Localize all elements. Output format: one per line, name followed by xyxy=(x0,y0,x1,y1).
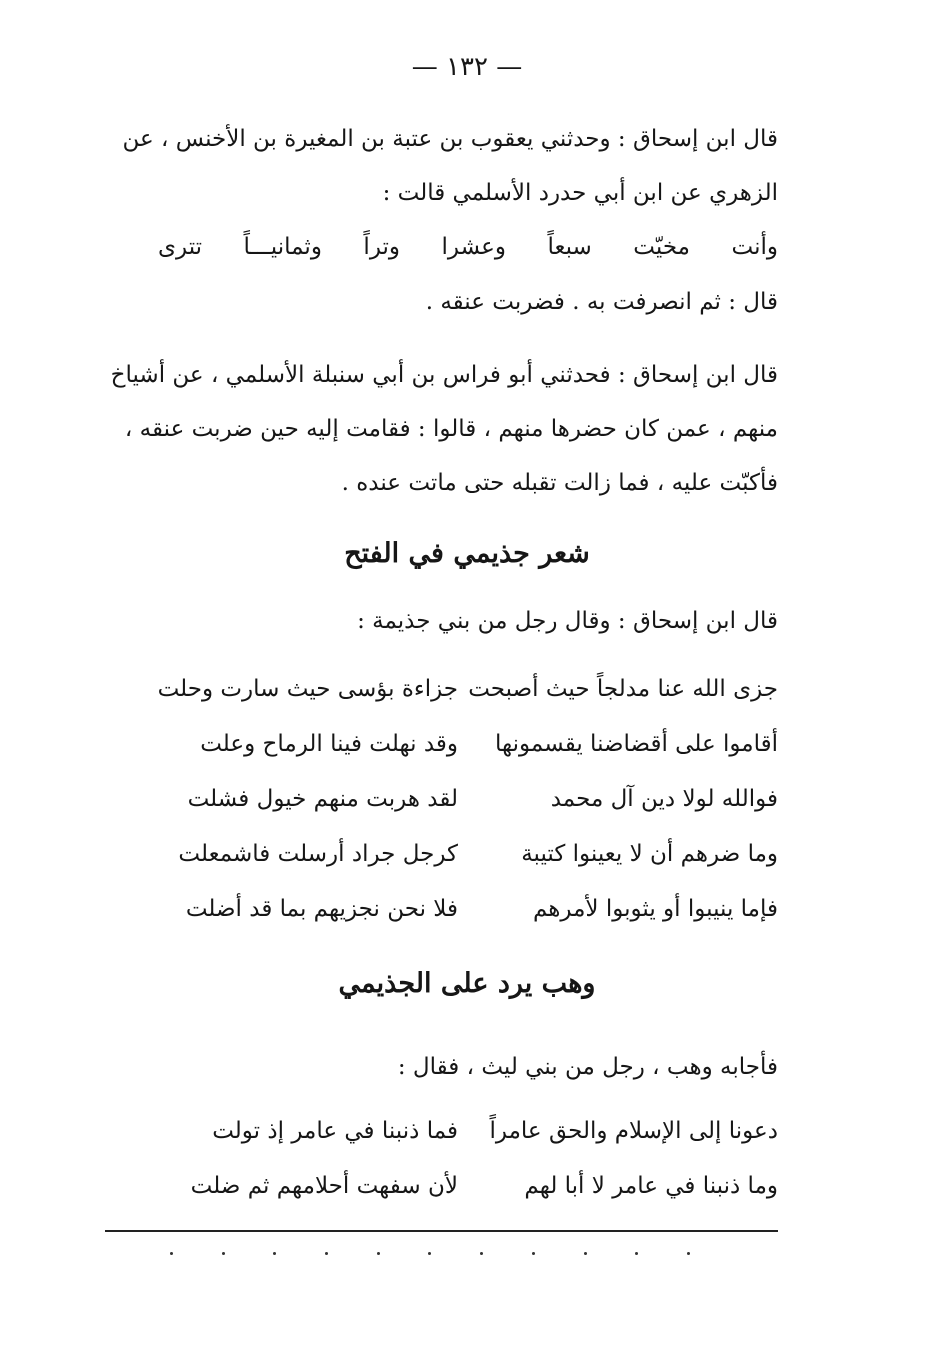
separator-dot xyxy=(480,1252,483,1255)
verse-second-hemistich: فما ذنبنا في عامر إذ تولت xyxy=(212,1118,458,1144)
separator-dot xyxy=(635,1252,638,1255)
paragraph-line: قال : ثم انصرفت به . فضربت عنقه . xyxy=(425,289,778,315)
separator-dot xyxy=(687,1252,690,1255)
separator-dot xyxy=(222,1252,225,1255)
verse-second-hemistich: وقد نهلت فينا الرماح وعلت xyxy=(200,731,458,757)
verse-first-hemistich: وما ذنبنا في عامر لا أبا لهم xyxy=(524,1173,778,1199)
verse-line xyxy=(128,1159,778,1214)
verse-first-hemistich: فوالله لولا دين آل محمد xyxy=(550,786,778,812)
verse-first-hemistich: جزى الله عنا مدلجاً حيث أصبحت xyxy=(468,676,778,702)
separator-dot xyxy=(325,1252,328,1255)
section-heading-jadhimi-poem: شعر جذيمي في الفتح xyxy=(344,538,590,569)
paragraph-line: قال ابن إسحاق : وحدثني يعقوب بن عتبة بن المغيرة بن الأخنس ، عن xyxy=(122,126,778,152)
paragraph-line: منهم ، عمن كان حضرها منهم ، قالوا : فقامت إليه حين ضربت عنقه ، xyxy=(124,416,778,442)
verse-first-hemistich: فإما ينيبوا أو يثوبوا لأمرهم xyxy=(532,896,778,922)
footnote-rule xyxy=(105,1230,778,1232)
verse-second-hemistich: لقد هربت منهم خيول فشلت xyxy=(187,786,458,812)
paragraph-line: الزهري عن ابن أبي حدرد الأسلمي قالت : xyxy=(382,180,778,206)
verse-line xyxy=(128,772,778,827)
paragraph-abu-firas xyxy=(110,348,778,510)
verse-first-hemistich: أقاموا على أقضاضنا يقسمونها xyxy=(495,731,778,757)
separator-dot xyxy=(428,1252,431,1255)
separator-dot xyxy=(377,1252,380,1255)
separator-dot xyxy=(273,1252,276,1255)
poem-intro: قال ابن إسحاق : وقال رجل من بني جذيمة : xyxy=(357,608,778,634)
separator-dot xyxy=(584,1252,587,1255)
verse-line xyxy=(128,827,778,882)
verse-line xyxy=(128,1104,778,1159)
page-number: — ١٣٢ — xyxy=(411,52,523,82)
poem-intro: فأجابه وهب ، رجل من بني ليث ، فقال : xyxy=(397,1054,778,1080)
poem-wahb xyxy=(128,1040,778,1214)
quoted-verse: وأنت مخيّت سبعاً وعشرا وتراً وثمانيـــاً تترى xyxy=(158,234,778,260)
verse-line xyxy=(128,717,778,772)
paragraph-line: قال ابن إسحاق : فحدثني أبو فراس بن أبي سنبلة الأسلمي ، عن أشياخ xyxy=(110,362,778,388)
verse-second-hemistich: لأن سفهت أحلامهم ثم ضلت xyxy=(190,1173,458,1199)
verse-line xyxy=(128,662,778,717)
verse-first-hemistich: وما ضرهم أن لا يعينوا كتيبة xyxy=(521,841,778,867)
verse-line xyxy=(128,882,778,937)
verse-second-hemistich: جزاءة بؤسى حيث سارت وحلت xyxy=(157,676,458,702)
paragraph-line: فأكبّت عليه ، فما زالت تقبله حتى ماتت عنده . xyxy=(341,470,778,496)
poem-jadhimi xyxy=(128,594,778,937)
separator-dot xyxy=(532,1252,535,1255)
verse-second-hemistich: كرجل جراد أرسلت فاشمعلت xyxy=(178,841,458,867)
verse-second-hemistich: فلا نحن نجزيهم بما قد أضلت xyxy=(185,896,458,922)
separator-dot xyxy=(170,1252,173,1255)
verse-first-hemistich: دعونا إلى الإسلام والحق عامراً xyxy=(489,1118,778,1144)
paragraph-ibn-ishaq-zuhri xyxy=(122,112,778,329)
section-heading-wahb-reply: وهب يرد على الجذيمي xyxy=(338,968,596,999)
dotted-separator xyxy=(170,1252,690,1258)
